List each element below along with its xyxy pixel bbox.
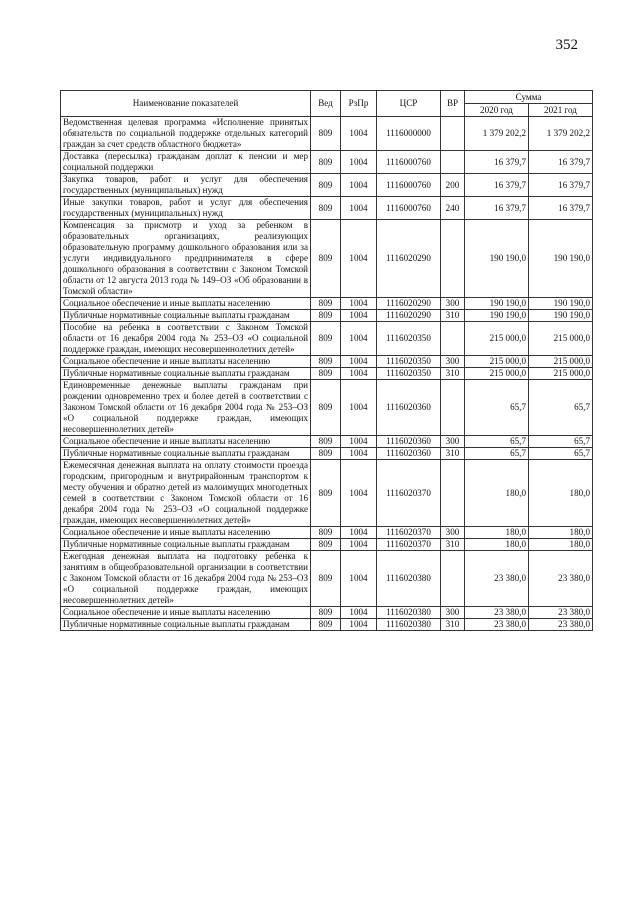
row-ved: 809 [311,527,341,539]
header-csr: ЦСР [377,91,441,117]
row-vr: 310 [441,619,465,631]
table-row [61,551,593,607]
row-sum-2020: 16 379,7 [465,197,529,220]
row-sum-2020: 16 379,7 [465,151,529,174]
row-sum-2021: 65,7 [529,448,593,460]
row-csr: 1116020380 [377,607,441,619]
row-rzpr: 1004 [341,151,377,174]
row-sum-2021: 16 379,7 [529,151,593,174]
row-sum-2020: 65,7 [465,380,529,436]
row-sum-2021: 215 000,0 [529,322,593,356]
table-row [61,607,593,619]
row-csr: 1116020370 [377,539,441,551]
row-sum-2020: 65,7 [465,448,529,460]
table-row [61,527,593,539]
table-row [61,539,593,551]
row-sum-2021: 65,7 [529,436,593,448]
row-ved: 809 [311,298,341,310]
row-sum-2020: 190 190,0 [465,298,529,310]
row-csr: 1116020370 [377,527,441,539]
row-vr [441,220,465,298]
row-name: Ведомственная целевая программа «Исполнение принятых обязательств по социальной поддержке отдельных категорий граждан за счет средств областного бюджета» [61,117,311,151]
row-ved: 809 [311,460,341,527]
row-sum-2021: 215 000,0 [529,356,593,368]
row-rzpr: 1004 [341,298,377,310]
row-sum-2021: 180,0 [529,460,593,527]
row-rzpr: 1004 [341,448,377,460]
row-sum-2020: 215 000,0 [465,322,529,356]
row-name: Публичные нормативные социальные выплаты гражданам [61,448,311,460]
row-vr: 300 [441,298,465,310]
table-row [61,310,593,322]
row-sum-2021: 23 380,0 [529,607,593,619]
row-sum-2020: 180,0 [465,527,529,539]
row-name: Ежегодная денежная выплата на подготовку ребенка к занятиям в общеобразовательной организации в соответствии с Законом Томской области от 16 декабря 2004 года № 253–ОЗ «О социальной поддержке граждан, имеющих несовершеннолетних детей» [61,551,311,607]
row-vr [441,551,465,607]
row-rzpr: 1004 [341,607,377,619]
row-sum-2020: 23 380,0 [465,607,529,619]
row-rzpr: 1004 [341,619,377,631]
row-ved: 809 [311,448,341,460]
table-row [61,298,593,310]
header-ved: Вед [311,91,341,117]
row-rzpr: 1004 [341,220,377,298]
row-ved: 809 [311,607,341,619]
row-rzpr: 1004 [341,539,377,551]
row-sum-2020: 215 000,0 [465,356,529,368]
row-name: Публичные нормативные социальные выплаты гражданам [61,619,311,631]
table-row [61,356,593,368]
row-csr: 1116020360 [377,436,441,448]
row-rzpr: 1004 [341,174,377,197]
row-name: Публичные нормативные социальные выплаты гражданам [61,368,311,380]
row-csr: 1116020380 [377,551,441,607]
row-csr: 1116020290 [377,298,441,310]
row-rzpr: 1004 [341,197,377,220]
row-rzpr: 1004 [341,310,377,322]
row-sum-2020: 190 190,0 [465,310,529,322]
row-sum-2021: 16 379,7 [529,197,593,220]
row-rzpr: 1004 [341,368,377,380]
page-number: 352 [555,37,578,53]
row-ved: 809 [311,151,341,174]
row-name: Доставка (пересылка) гражданам доплат к пенсии и мер социальной поддержки [61,151,311,174]
row-csr: 1116020350 [377,368,441,380]
table-row [61,174,593,197]
table-row [61,460,593,527]
row-rzpr: 1004 [341,380,377,436]
row-vr: 300 [441,436,465,448]
row-sum-2021: 215 000,0 [529,368,593,380]
row-vr: 300 [441,356,465,368]
row-vr [441,380,465,436]
row-vr: 310 [441,310,465,322]
row-name: Социальное обеспечение и иные выплаты населению [61,527,311,539]
row-sum-2021: 190 190,0 [529,310,593,322]
row-name: Социальное обеспечение и иные выплаты населению [61,356,311,368]
table-row [61,197,593,220]
row-sum-2020: 190 190,0 [465,220,529,298]
row-ved: 809 [311,539,341,551]
row-csr: 1116000760 [377,174,441,197]
row-name: Социальное обеспечение и иные выплаты населению [61,607,311,619]
row-vr: 300 [441,527,465,539]
row-vr: 300 [441,607,465,619]
row-rzpr: 1004 [341,551,377,607]
row-ved: 809 [311,117,341,151]
row-name: Закупка товаров, работ и услуг для обеспечения государственных (муниципальных) нужд [61,174,311,197]
row-rzpr: 1004 [341,436,377,448]
row-csr: 1116020290 [377,310,441,322]
row-name: Единовременные денежные выплаты гражданам при рождении одновременно трех и более детей в соответствии с Законом Томской области от 16 декабря 2004 года № 253–ОЗ «О социальной поддержке граждан, имеющих несовершеннолетних детей» [61,380,311,436]
row-sum-2021: 180,0 [529,539,593,551]
row-ved: 809 [311,174,341,197]
row-csr: 1116020290 [377,220,441,298]
row-ved: 809 [311,356,341,368]
row-vr [441,322,465,356]
row-sum-2020: 180,0 [465,460,529,527]
row-name: Публичные нормативные социальные выплаты гражданам [61,539,311,551]
table-row [61,368,593,380]
row-sum-2020: 180,0 [465,539,529,551]
row-ved: 809 [311,310,341,322]
row-name: Иные закупки товаров, работ и услуг для обеспечения государственных (муниципальных) нужд [61,197,311,220]
row-rzpr: 1004 [341,527,377,539]
table-row [61,151,593,174]
header-year-2021: 2021 год [529,104,593,117]
row-sum-2020: 23 380,0 [465,619,529,631]
row-csr: 1116000000 [377,117,441,151]
table-row [61,436,593,448]
table-row [61,380,593,436]
row-rzpr: 1004 [341,356,377,368]
row-sum-2021: 16 379,7 [529,174,593,197]
row-csr: 1116020370 [377,460,441,527]
row-rzpr: 1004 [341,117,377,151]
row-ved: 809 [311,551,341,607]
row-name: Ежемесячная денежная выплата на оплату стоимости проезда городским, пригородным и внутрирайонным транспортом к месту обучения и обратно детей из малоимущих многодетных семей в соответствии с Законом Томской области от 16 декабря 2004 года № 253–ОЗ «О социальной поддержке граждан, имеющих несовершеннолетних детей» [61,460,311,527]
row-csr: 1116020380 [377,619,441,631]
header-year-2020: 2020 год [465,104,529,117]
row-vr: 310 [441,368,465,380]
header-name: Наименование показателей [61,91,311,117]
row-ved: 809 [311,197,341,220]
row-ved: 809 [311,368,341,380]
row-name: Пособие на ребенка в соответствии с Законом Томской области от 16 декабря 2004 года № 253–ОЗ «О социальной поддержке граждан, имеющих несовершеннолетних детей» [61,322,311,356]
row-ved: 809 [311,436,341,448]
row-sum-2021: 23 380,0 [529,551,593,607]
row-csr: 1116000760 [377,197,441,220]
table-row [61,619,593,631]
row-csr: 1116020350 [377,356,441,368]
row-name: Социальное обеспечение и иные выплаты населению [61,298,311,310]
row-sum-2021: 180,0 [529,527,593,539]
row-sum-2020: 23 380,0 [465,551,529,607]
row-csr: 1116020350 [377,322,441,356]
row-name: Компенсация за присмотр и уход за ребенком в образовательных организациях, реализующих образовательную программу дошкольного образования или за услуги индивидуального предпринимателя в сфере дошкольного образования в соответствии с Законом Томской области от 12 августа 2013 года № 149–ОЗ «Об образовании в Томской области» [61,220,311,298]
row-vr: 310 [441,539,465,551]
row-name: Социальное обеспечение и иные выплаты населению [61,436,311,448]
row-csr: 1116020360 [377,380,441,436]
row-csr: 1116020360 [377,448,441,460]
row-rzpr: 1004 [341,322,377,356]
table-row [61,117,593,151]
row-sum-2020: 65,7 [465,436,529,448]
row-ved: 809 [311,322,341,356]
row-vr [441,117,465,151]
table-row [61,448,593,460]
row-sum-2021: 190 190,0 [529,298,593,310]
row-vr [441,460,465,527]
row-ved: 809 [311,380,341,436]
header-sum: Сумма [465,91,593,104]
row-vr: 240 [441,197,465,220]
row-sum-2020: 16 379,7 [465,174,529,197]
row-ved: 809 [311,220,341,298]
header-vr: ВР [441,91,465,117]
header-rzpr: РзПр [341,91,377,117]
table-body [61,117,593,631]
row-sum-2020: 1 379 202,2 [465,117,529,151]
row-sum-2021: 65,7 [529,380,593,436]
row-sum-2021: 23 380,0 [529,619,593,631]
row-rzpr: 1004 [341,460,377,527]
row-csr: 1116000760 [377,151,441,174]
row-sum-2020: 215 000,0 [465,368,529,380]
row-ved: 809 [311,619,341,631]
budget-table [60,90,593,631]
table-row [61,322,593,356]
row-vr: 200 [441,174,465,197]
row-sum-2021: 190 190,0 [529,220,593,298]
row-sum-2021: 1 379 202,2 [529,117,593,151]
row-vr [441,151,465,174]
table-row [61,220,593,298]
row-name: Публичные нормативные социальные выплаты гражданам [61,310,311,322]
row-vr: 310 [441,448,465,460]
